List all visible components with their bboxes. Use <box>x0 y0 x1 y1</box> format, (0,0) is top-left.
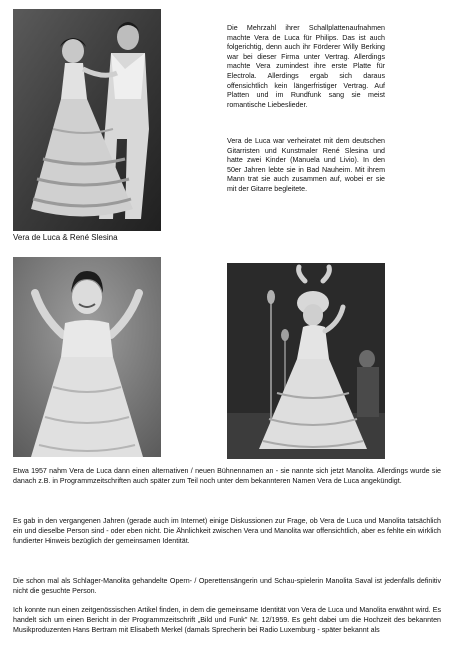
photo-caption: Vera de Luca & René Slesina <box>13 233 118 242</box>
paragraph-marriage: Vera de Luca war verheiratet mit dem deutschen Gitarristen und Kunstmaler René Slesina und hatte zwei Kinder (Manuela und Livio). In den 50er Jahren lebte sie in Bad Nauheim. Mit ihrem Mann trat sie auch zusammen auf, wobei er sie mit der Gitarre begleitete. <box>227 137 385 193</box>
paragraph-identity-discussion: Es gab in den vergangenen Jahren (gerade auch im Internet) einige Diskussionen zur Frage, ob Vera de Luca und Manolita tatsächlich ein und dieselbe Person sind - oder eben nicht. Die Ähnlichkeit zwischen Vera und Manolita war offensichtlich, aber es fehlte ein wirklich fundierter Hinweis bezüglich der gemeinsamen Identität. <box>13 517 441 545</box>
paragraph-records: Die Mehrzahl ihrer Schallplattenaufnahmen machte Vera de Luca für Philips. Das ist auch folgerichtig, denn auch ihr Förderer Willy Berking war bei dieser Firma unter Vertrag. Allerdings machte Vera zumindest ihre erste Platte für Electrola. Allerdings ergab sich daraus offensichtlich kein längerfristiger Vertrag. Auf Platten und im Rundfunk sang sie meist romantische Liebeslieder. <box>227 24 385 109</box>
photo-vera-and-rene <box>13 9 161 231</box>
paragraph-stage-name: Etwa 1957 nahm Vera de Luca dann einen alternativen / neuen Bühnennamen an - sie nannte sich jetzt Manolita. Allerdings wurde sie danach z.B. in Programmzeitschriften auch später zum Teil noch unter dem bekannteren Namen Vera de Luca angekündigt. <box>13 467 441 485</box>
paragraph-article-found: Ich konnte nun einen zeitgenössischen Artikel finden, in dem die gemeinsame Identität von Vera de Luca und Manolita erwähnt wird. Es handelt sich um einen Bericht in der Programmzeitschrift „Bild und Funk" Nr. 12/1959. Es geht dabei um die Hochzeit des bekannten Musikproduzenten Hans Bertram mit Elisabeth Merkel (damals Sprecherin bei Radio Luxemburg - später bekannt als <box>13 606 441 634</box>
photo-manolita-stage <box>227 263 385 459</box>
photo-vera-smiling <box>13 257 161 457</box>
paragraph-manolita-saval: Die schon mal als Schlager-Manolita gehandelte Opern- / Operettensängerin und Schau-spielerin Manolita Saval ist jedenfalls definitiv nicht die gesuchte Person. <box>13 577 441 595</box>
